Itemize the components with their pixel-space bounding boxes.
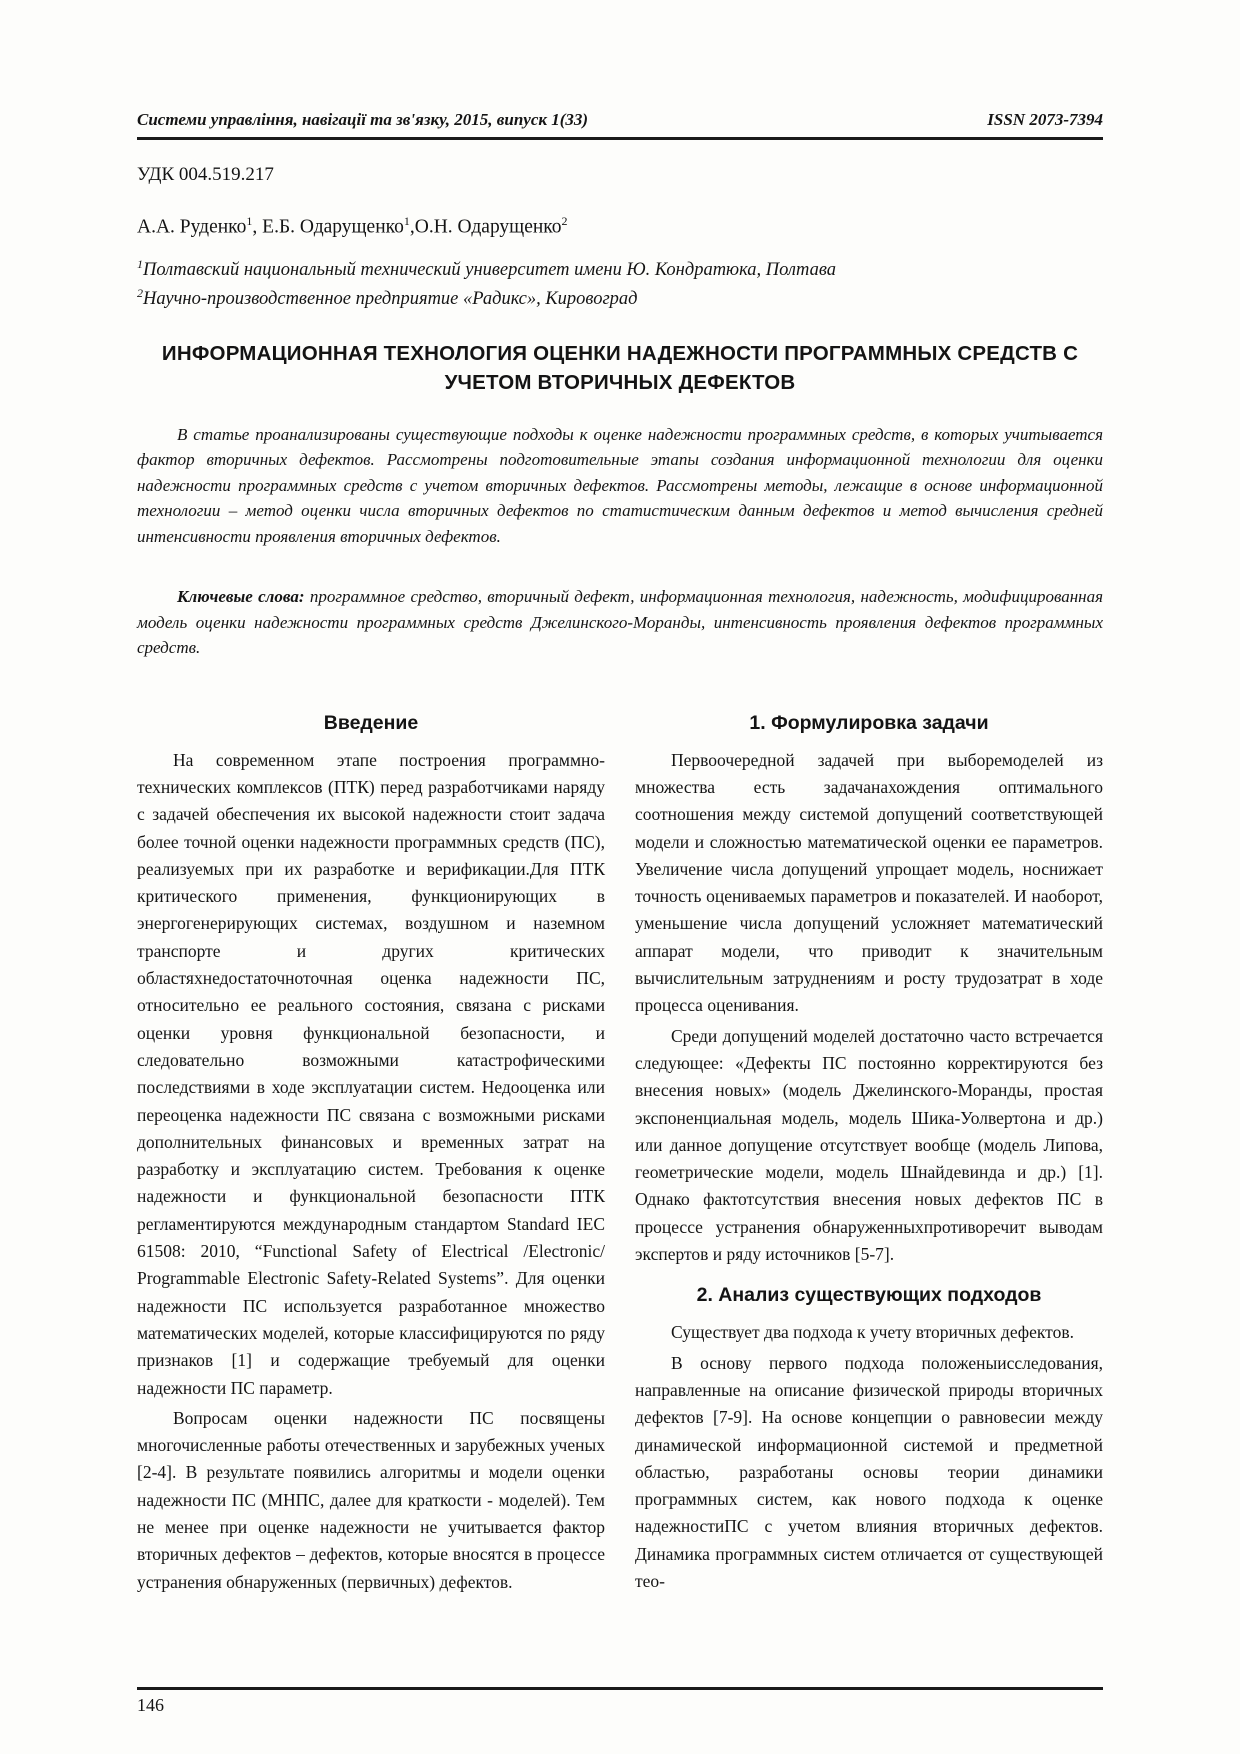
- two-column-body: [137, 696, 1103, 1599]
- author-affiliation-sup: 1: [403, 214, 410, 228]
- udc-code: УДК 004.519.217: [137, 164, 274, 185]
- running-head: [137, 110, 1103, 140]
- footer-rule: [137, 1687, 1103, 1690]
- paper-title: ИНФОРМАЦИОННАЯ ТЕХНОЛОГИЯ ОЦЕНКИ НАДЕЖНОСТИ ПРОГРАММНЫХ СРЕДСТВ С УЧЕТОМ ВТОРИЧНЫХ ДЕФЕКТОВ: [161, 342, 1079, 394]
- paragraph: На современном этапе построения программно-технических комплексов (ПТК) перед разработчиками наряду с задачей обеспечения их высокой надежности стоит задача более точной оценки надежности программных средств (ПС), реализуемых при их разработке и верификации.Для ПТК критического применения, функционирующих в энергогенерирующих системах, воздушном и наземном транспорте и других критических областяхнедостаточноточная оценка надежности ПС, относительно ее реального состояния, связана с рисками оценки уровня функциональной безопасности, и следовательно возможными катастрофическими последствиями в ходе эксплуатации систем. Недооценка или переоценка надежности ПС связана с возможными рисками дополнительных финансовых и временных затрат на разработку и эксплуатацию систем. Требования к оценке надежности и функциональной безопасности ПТК регламентируются международным стандартом Standard IEC 61508: 2010, “Functional Safety of Electrical /Electronic/ Programmable Electronic Safety-Related Systems”. Для оценки надежности ПС используется разработанное множество математических моделей, которые классифицируются по ряду признаков [1] и содержащие требуемый для оценки надежности ПС параметр.: [137, 749, 605, 1398]
- author-name: А.А. Руденко: [137, 216, 247, 238]
- author-name: ,О.Н. Одарущенко: [409, 216, 562, 238]
- keywords: [137, 584, 1103, 661]
- affiliation-sup: 1: [137, 256, 143, 271]
- affiliation-line: [137, 284, 1103, 314]
- page-footer: [137, 1687, 1103, 1716]
- affiliations: [137, 255, 1103, 315]
- paragraph: Первоочередной задачей при выборемоделей из множества есть задачанахождения оптимального соотношения между системой допущений соответствующей модели и сложностью математической оценки ее параметров. Увеличение числа допущений упрощает модель, носнижает точность оцениваемых параметров и показателей. И наоборот, уменьшение числа допущений усложняет математический аппарат модели, что приводит к значительным вычислительным затруднениям и росту трудозатрат в ходе процесса оценивания.: [635, 749, 1103, 1016]
- section-heading-introduction: Введение: [323, 711, 419, 734]
- issn: ISSN 2073-7394: [987, 110, 1103, 129]
- journal-name: Системи управління, навігації та зв'язку, 2015, випуск 1(33): [137, 110, 589, 129]
- abstract: В статье проанализированы существующие подходы к оценке надежности программных средств, в которых учитывается фактор вторичных дефектов. Рассмотрены подготовительные этапы создания информационной технологии для оценки надежности программных средств с учетом вторичных дефектов. Рассмотрены методы, лежащие в основе информационной технологии – метод оценки числа вторичных дефектов по статистическим данным дефектов и метод вычисления средней интенсивности проявления вторичных дефектов.: [137, 424, 1103, 546]
- left-column: [137, 696, 605, 1599]
- author-name: , Е.Б. Одарущенко: [252, 216, 404, 238]
- keywords-label: Ключевые слова:: [177, 587, 305, 607]
- section-heading-problem-formulation: 1. Формулировка задачи: [749, 711, 989, 734]
- affiliation-text: Полтавский национальный технический университет имени Ю. Кондратюка, Полтава: [143, 259, 836, 280]
- keywords-text: программное средство, вторичный дефект, информационная технология, надежность, модифицированная модель оценки надежности программных средств Джелинского-Моранды, интенсивность проявления дефектов программных средств.: [137, 587, 1104, 658]
- affiliation-sup: 2: [137, 286, 143, 301]
- affiliation-text: Научно-производственное предприятие «Радикс», Кировоград: [143, 289, 638, 310]
- paragraph: В основу первого подхода положеныисследования, направленные на описание физической природы вторичных дефектов [7-9]. На основе концепции о равновесии между динамической информационной системой и предметной областью, разработаны основы теории динамики программных систем, как нового подхода к оценке надежностиПС с учетом влияния вторичных дефектов. Динамика программных систем отличается от существующей тео-: [635, 1352, 1103, 1591]
- section-heading-existing-approaches: 2. Анализ существующих подходов: [696, 1284, 1042, 1307]
- page-number: 146: [137, 1695, 164, 1715]
- paragraph: Среди допущений моделей достаточно часто встречается следующее: «Дефекты ПС постоянно корректируются без внесения новых» (модель Джелинского-Моранды, простая экспоненциальная модель, модель Шика-Уолвертона и др.) или данное допущение отсутствует вообще (модель Липова, геометрические модели, модель Шнайдевинда и др.) [1]. Однако фактотсутствия внесения новых дефектов ПС в процессе устранения обнаруженныхпротиворечит выводам экспертов и ряду источников [5-7].: [635, 1025, 1103, 1265]
- paragraph: Вопросам оценки надежности ПС посвящены многочисленные работы отечественных и зарубежных ученых [2-4]. В результате появились алгоритмы и модели оценки надежности ПС (МНПС, далее для краткости - моделей). Тем не менее при оценке надежности не учитывается фактор вторичных дефектов – дефектов, которые вносятся в процессе устранения обнаруженных (первичных) дефектов.: [137, 1407, 605, 1592]
- right-column: [635, 696, 1103, 1599]
- authors-line: [137, 214, 1103, 239]
- affiliation-line: [137, 255, 1103, 285]
- author-affiliation-sup: 1: [246, 214, 253, 228]
- author-affiliation-sup: 2: [561, 214, 568, 228]
- paragraph: Существует два подхода к учету вторичных дефектов.: [671, 1322, 1074, 1343]
